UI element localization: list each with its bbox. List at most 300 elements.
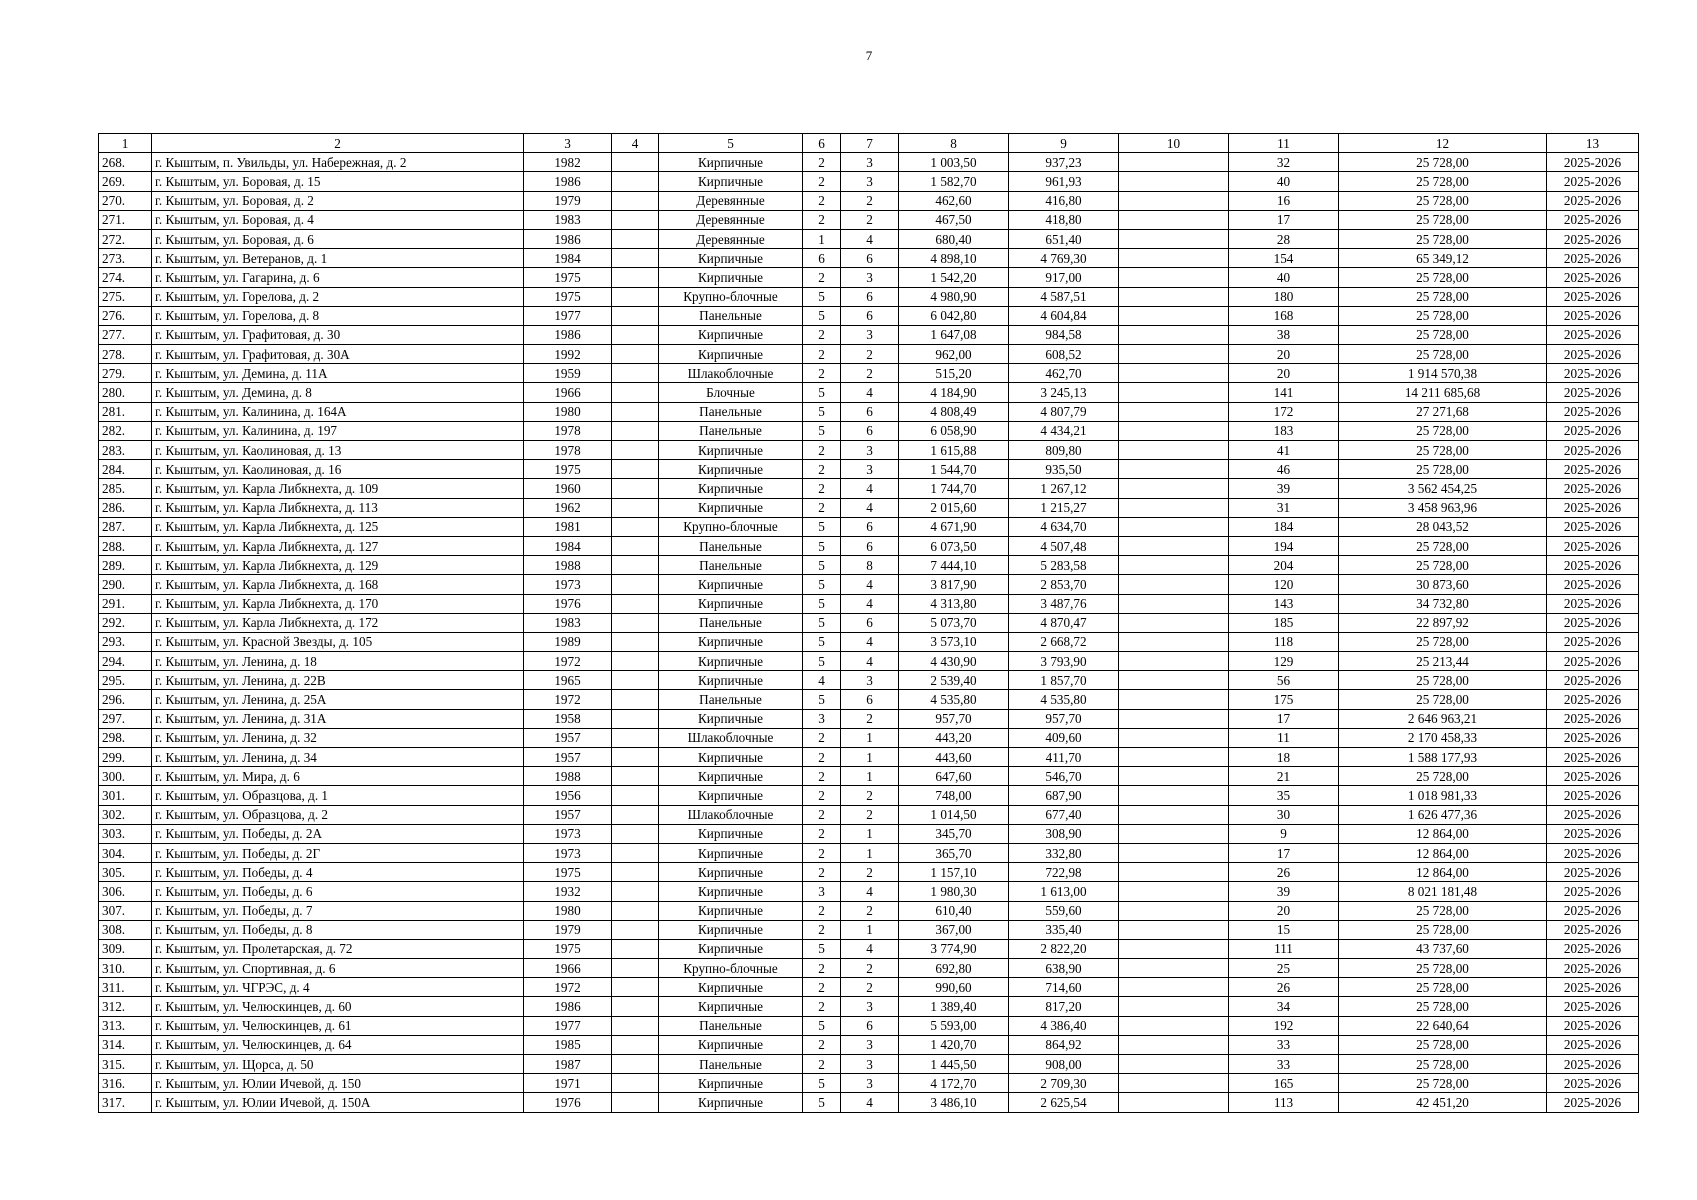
cell-wall-material: Кирпичные [659,460,803,479]
cell-row-number: 303. [99,824,152,843]
cell-year-built: 1962 [524,498,612,517]
cell-total-area: 1 420,70 [899,1035,1009,1054]
table-row [99,556,1639,575]
cell-col-10 [1119,632,1229,651]
cell-row-number: 274. [99,268,152,287]
cell-entrances: 4 [841,1093,899,1112]
cell-residents: 129 [1229,652,1339,671]
cell-living-area: 462,70 [1009,364,1119,383]
cell-period: 2025-2026 [1547,556,1639,575]
cell-col-4 [612,287,659,306]
cell-cost: 1 914 570,38 [1339,364,1547,383]
cell-year-built: 1972 [524,690,612,709]
cell-year-built: 1986 [524,325,612,344]
cell-residents: 40 [1229,172,1339,191]
cell-year-built: 1979 [524,191,612,210]
cell-residents: 20 [1229,345,1339,364]
table-row [99,364,1639,383]
cell-row-number: 285. [99,479,152,498]
cell-cost: 25 728,00 [1339,229,1547,248]
cell-cost: 25 728,00 [1339,901,1547,920]
cell-col-4 [612,364,659,383]
cell-col-4 [612,172,659,191]
cell-residents: 204 [1229,556,1339,575]
cell-wall-material: Панельные [659,1055,803,1074]
cell-floors: 2 [803,498,841,517]
cell-living-area: 1 613,00 [1009,882,1119,901]
cell-living-area: 335,40 [1009,920,1119,939]
cell-living-area: 4 870,47 [1009,613,1119,632]
cell-col-10 [1119,728,1229,747]
cell-year-built: 1986 [524,997,612,1016]
cell-total-area: 4 430,90 [899,652,1009,671]
cell-cost: 27 271,68 [1339,402,1547,421]
cell-wall-material: Кирпичные [659,939,803,958]
cell-period: 2025-2026 [1547,249,1639,268]
cell-col-4 [612,728,659,747]
cell-floors: 2 [803,1035,841,1054]
cell-total-area: 4 535,80 [899,690,1009,709]
cell-address: г. Кыштым, ул. Карла Либкнехта, д. 170 [152,594,524,613]
cell-residents: 172 [1229,402,1339,421]
cell-col-4 [612,517,659,536]
cell-cost: 25 728,00 [1339,920,1547,939]
table-row [99,632,1639,651]
cell-wall-material: Кирпичные [659,594,803,613]
table-row [99,153,1639,172]
cell-wall-material: Панельные [659,556,803,575]
cell-address: г. Кыштым, п. Увильды, ул. Набережная, д. 2 [152,153,524,172]
table-row [99,325,1639,344]
cell-row-number: 271. [99,210,152,229]
cell-wall-material: Кирпичные [659,748,803,767]
cell-floors: 2 [803,920,841,939]
cell-period: 2025-2026 [1547,863,1639,882]
cell-wall-material: Кирпичные [659,172,803,191]
cell-col-4 [612,153,659,172]
cell-col-10 [1119,613,1229,632]
cell-year-built: 1959 [524,364,612,383]
cell-period: 2025-2026 [1547,268,1639,287]
cell-year-built: 1975 [524,939,612,958]
cell-cost: 25 728,00 [1339,959,1547,978]
cell-living-area: 957,70 [1009,709,1119,728]
cell-floors: 1 [803,229,841,248]
cell-living-area: 4 587,51 [1009,287,1119,306]
cell-cost: 25 728,00 [1339,1055,1547,1074]
cell-address: г. Кыштым, ул. Щорса, д. 50 [152,1055,524,1074]
table-row [99,441,1639,460]
cell-row-number: 269. [99,172,152,191]
cell-col-4 [612,805,659,824]
cell-entrances: 4 [841,882,899,901]
cell-floors: 5 [803,556,841,575]
cell-row-number: 293. [99,632,152,651]
cell-living-area: 4 769,30 [1009,249,1119,268]
column-header-12: 12 [1339,134,1547,153]
cell-address: г. Кыштым, ул. Пролетарская, д. 72 [152,939,524,958]
table-row [99,594,1639,613]
cell-period: 2025-2026 [1547,805,1639,824]
cell-row-number: 289. [99,556,152,575]
cell-address: г. Кыштым, ул. Калинина, д. 164А [152,402,524,421]
cell-wall-material: Кирпичные [659,632,803,651]
cell-col-10 [1119,421,1229,440]
cell-residents: 111 [1229,939,1339,958]
cell-address: г. Кыштым, ул. Победы, д. 8 [152,920,524,939]
cell-year-built: 1971 [524,1074,612,1093]
column-header-10: 10 [1119,134,1229,153]
cell-year-built: 1988 [524,556,612,575]
cell-period: 2025-2026 [1547,306,1639,325]
cell-col-10 [1119,671,1229,690]
cell-period: 2025-2026 [1547,748,1639,767]
cell-col-10 [1119,1016,1229,1035]
table-row [99,1074,1639,1093]
cell-wall-material: Кирпичные [659,786,803,805]
cell-col-4 [612,325,659,344]
cell-entrances: 3 [841,1055,899,1074]
cell-living-area: 4 386,40 [1009,1016,1119,1035]
cell-year-built: 1975 [524,268,612,287]
cell-period: 2025-2026 [1547,632,1639,651]
cell-period: 2025-2026 [1547,325,1639,344]
cell-entrances: 2 [841,901,899,920]
cell-entrances: 3 [841,441,899,460]
cell-wall-material: Кирпичные [659,498,803,517]
cell-year-built: 1985 [524,1035,612,1054]
cell-cost: 25 728,00 [1339,460,1547,479]
cell-entrances: 3 [841,268,899,287]
cell-year-built: 1979 [524,920,612,939]
cell-col-10 [1119,1055,1229,1074]
cell-col-4 [612,460,659,479]
cell-entrances: 4 [841,498,899,517]
cell-address: г. Кыштым, ул. Победы, д. 7 [152,901,524,920]
cell-living-area: 3 793,90 [1009,652,1119,671]
cell-entrances: 6 [841,249,899,268]
table-row [99,498,1639,517]
cell-residents: 33 [1229,1055,1339,1074]
cell-total-area: 2 015,60 [899,498,1009,517]
cell-cost: 2 170 458,33 [1339,728,1547,747]
cell-col-4 [612,191,659,210]
cell-period: 2025-2026 [1547,460,1639,479]
cell-floors: 2 [803,767,841,786]
cell-row-number: 281. [99,402,152,421]
cell-year-built: 1958 [524,709,612,728]
cell-cost: 25 213,44 [1339,652,1547,671]
cell-living-area: 418,80 [1009,210,1119,229]
cell-cost: 43 737,60 [1339,939,1547,958]
cell-address: г. Кыштым, ул. Боровая, д. 4 [152,210,524,229]
cell-address: г. Кыштым, ул. Карла Либкнехта, д. 127 [152,536,524,555]
cell-entrances: 6 [841,536,899,555]
cell-period: 2025-2026 [1547,767,1639,786]
cell-row-number: 297. [99,709,152,728]
cell-cost: 25 728,00 [1339,441,1547,460]
cell-residents: 165 [1229,1074,1339,1093]
cell-entrances: 4 [841,229,899,248]
cell-residents: 32 [1229,153,1339,172]
cell-col-4 [612,709,659,728]
cell-residents: 34 [1229,997,1339,1016]
cell-col-4 [612,613,659,632]
cell-living-area: 409,60 [1009,728,1119,747]
cell-floors: 3 [803,709,841,728]
cell-total-area: 462,60 [899,191,1009,210]
cell-col-4 [612,345,659,364]
table-row [99,421,1639,440]
cell-cost: 25 728,00 [1339,690,1547,709]
cell-row-number: 278. [99,345,152,364]
column-header-5: 5 [659,134,803,153]
cell-col-10 [1119,325,1229,344]
cell-total-area: 1 003,50 [899,153,1009,172]
cell-col-10 [1119,345,1229,364]
cell-cost: 28 043,52 [1339,517,1547,536]
table-row [99,536,1639,555]
cell-row-number: 316. [99,1074,152,1093]
cell-wall-material: Шлакоблочные [659,364,803,383]
cell-col-4 [612,575,659,594]
cell-col-4 [612,210,659,229]
cell-period: 2025-2026 [1547,402,1639,421]
cell-year-built: 1980 [524,901,612,920]
table-row [99,249,1639,268]
table-row [99,345,1639,364]
cell-col-4 [612,229,659,248]
cell-row-number: 310. [99,959,152,978]
cell-wall-material: Кирпичные [659,997,803,1016]
cell-total-area: 515,20 [899,364,1009,383]
cell-total-area: 1 744,70 [899,479,1009,498]
cell-living-area: 4 807,79 [1009,402,1119,421]
cell-residents: 41 [1229,441,1339,460]
cell-residents: 180 [1229,287,1339,306]
cell-cost: 25 728,00 [1339,325,1547,344]
cell-cost: 25 728,00 [1339,1074,1547,1093]
cell-floors: 5 [803,690,841,709]
cell-wall-material: Кирпичные [659,345,803,364]
cell-wall-material: Блочные [659,383,803,402]
cell-living-area: 809,80 [1009,441,1119,460]
cell-period: 2025-2026 [1547,517,1639,536]
cell-wall-material: Кирпичные [659,824,803,843]
cell-col-4 [612,920,659,939]
cell-col-4 [612,536,659,555]
cell-period: 2025-2026 [1547,441,1639,460]
cell-year-built: 1977 [524,1016,612,1035]
cell-entrances: 3 [841,172,899,191]
cell-cost: 25 728,00 [1339,632,1547,651]
cell-col-10 [1119,172,1229,191]
cell-period: 2025-2026 [1547,882,1639,901]
table-row [99,229,1639,248]
cell-floors: 5 [803,575,841,594]
cell-period: 2025-2026 [1547,575,1639,594]
cell-row-number: 283. [99,441,152,460]
cell-year-built: 1975 [524,287,612,306]
cell-residents: 194 [1229,536,1339,555]
cell-year-built: 1966 [524,383,612,402]
cell-wall-material: Кирпичные [659,325,803,344]
cell-col-10 [1119,556,1229,575]
cell-living-area: 2 625,54 [1009,1093,1119,1112]
cell-floors: 2 [803,364,841,383]
cell-total-area: 1 157,10 [899,863,1009,882]
housing-register-table [98,133,1639,1113]
cell-residents: 25 [1229,959,1339,978]
cell-floors: 5 [803,939,841,958]
cell-living-area: 961,93 [1009,172,1119,191]
cell-col-10 [1119,575,1229,594]
cell-row-number: 286. [99,498,152,517]
cell-col-4 [612,1055,659,1074]
cell-floors: 2 [803,441,841,460]
cell-year-built: 1957 [524,805,612,824]
cell-wall-material: Кирпичные [659,901,803,920]
cell-wall-material: Шлакоблочные [659,805,803,824]
table-row [99,824,1639,843]
cell-living-area: 332,80 [1009,843,1119,862]
cell-year-built: 1984 [524,249,612,268]
cell-wall-material: Кирпичные [659,843,803,862]
cell-address: г. Кыштым, ул. Карла Либкнехта, д. 168 [152,575,524,594]
cell-residents: 46 [1229,460,1339,479]
cell-col-10 [1119,1074,1229,1093]
column-header-13: 13 [1547,134,1639,153]
cell-total-area: 4 172,70 [899,1074,1009,1093]
cell-row-number: 308. [99,920,152,939]
cell-living-area: 984,58 [1009,325,1119,344]
cell-residents: 143 [1229,594,1339,613]
cell-entrances: 4 [841,479,899,498]
column-header-8: 8 [899,134,1009,153]
cell-year-built: 1986 [524,229,612,248]
cell-cost: 25 728,00 [1339,268,1547,287]
cell-residents: 113 [1229,1093,1339,1112]
cell-cost: 3 458 963,96 [1339,498,1547,517]
cell-living-area: 608,52 [1009,345,1119,364]
cell-residents: 184 [1229,517,1339,536]
cell-wall-material: Панельные [659,613,803,632]
cell-living-area: 722,98 [1009,863,1119,882]
cell-col-4 [612,594,659,613]
cell-period: 2025-2026 [1547,383,1639,402]
cell-entrances: 3 [841,997,899,1016]
cell-total-area: 467,50 [899,210,1009,229]
cell-year-built: 1972 [524,652,612,671]
cell-row-number: 282. [99,421,152,440]
cell-residents: 154 [1229,249,1339,268]
cell-entrances: 2 [841,863,899,882]
table-row [99,287,1639,306]
cell-floors: 5 [803,1016,841,1035]
cell-address: г. Кыштым, ул. Ленина, д. 22В [152,671,524,690]
cell-living-area: 1 857,70 [1009,671,1119,690]
cell-year-built: 1965 [524,671,612,690]
cell-total-area: 1 542,20 [899,268,1009,287]
cell-period: 2025-2026 [1547,421,1639,440]
cell-wall-material: Крупно-блочные [659,959,803,978]
table-row [99,172,1639,191]
cell-floors: 5 [803,536,841,555]
cell-period: 2025-2026 [1547,652,1639,671]
cell-cost: 25 728,00 [1339,671,1547,690]
table-row [99,1035,1639,1054]
cell-address: г. Кыштым, ул. Демина, д. 8 [152,383,524,402]
cell-total-area: 1 615,88 [899,441,1009,460]
cell-col-10 [1119,536,1229,555]
cell-col-4 [612,997,659,1016]
cell-living-area: 4 604,84 [1009,306,1119,325]
cell-col-4 [612,959,659,978]
column-header-4: 4 [612,134,659,153]
cell-wall-material: Кирпичные [659,767,803,786]
cell-entrances: 3 [841,153,899,172]
cell-entrances: 6 [841,1016,899,1035]
cell-year-built: 1986 [524,172,612,191]
cell-address: г. Кыштым, ул. Спортивная, д. 6 [152,959,524,978]
cell-period: 2025-2026 [1547,728,1639,747]
cell-residents: 39 [1229,882,1339,901]
cell-address: г. Кыштым, ул. Победы, д. 4 [152,863,524,882]
cell-period: 2025-2026 [1547,939,1639,958]
cell-address: г. Кыштым, ул. Карла Либкнехта, д. 125 [152,517,524,536]
cell-row-number: 300. [99,767,152,786]
cell-cost: 12 864,00 [1339,863,1547,882]
cell-entrances: 6 [841,517,899,536]
cell-period: 2025-2026 [1547,364,1639,383]
column-header-7: 7 [841,134,899,153]
cell-col-4 [612,498,659,517]
cell-total-area: 4 898,10 [899,249,1009,268]
table-row [99,517,1639,536]
cell-col-10 [1119,652,1229,671]
cell-living-area: 2 709,30 [1009,1074,1119,1093]
cell-wall-material: Кирпичные [659,1035,803,1054]
cell-row-number: 299. [99,748,152,767]
cell-col-4 [612,479,659,498]
cell-row-number: 268. [99,153,152,172]
cell-period: 2025-2026 [1547,210,1639,229]
table-row [99,306,1639,325]
cell-residents: 33 [1229,1035,1339,1054]
cell-total-area: 2 539,40 [899,671,1009,690]
table-row [99,268,1639,287]
cell-col-10 [1119,748,1229,767]
cell-living-area: 937,23 [1009,153,1119,172]
cell-year-built: 1976 [524,1093,612,1112]
cell-col-10 [1119,863,1229,882]
cell-year-built: 1973 [524,575,612,594]
cell-total-area: 5 073,70 [899,613,1009,632]
cell-wall-material: Кирпичные [659,709,803,728]
cell-residents: 30 [1229,805,1339,824]
cell-cost: 12 864,00 [1339,843,1547,862]
cell-entrances: 4 [841,575,899,594]
cell-entrances: 6 [841,402,899,421]
cell-year-built: 1982 [524,153,612,172]
cell-floors: 2 [803,268,841,287]
cell-col-10 [1119,767,1229,786]
cell-address: г. Кыштым, ул. Боровая, д. 2 [152,191,524,210]
cell-entrances: 6 [841,306,899,325]
cell-total-area: 365,70 [899,843,1009,862]
cell-col-4 [612,767,659,786]
cell-col-10 [1119,805,1229,824]
